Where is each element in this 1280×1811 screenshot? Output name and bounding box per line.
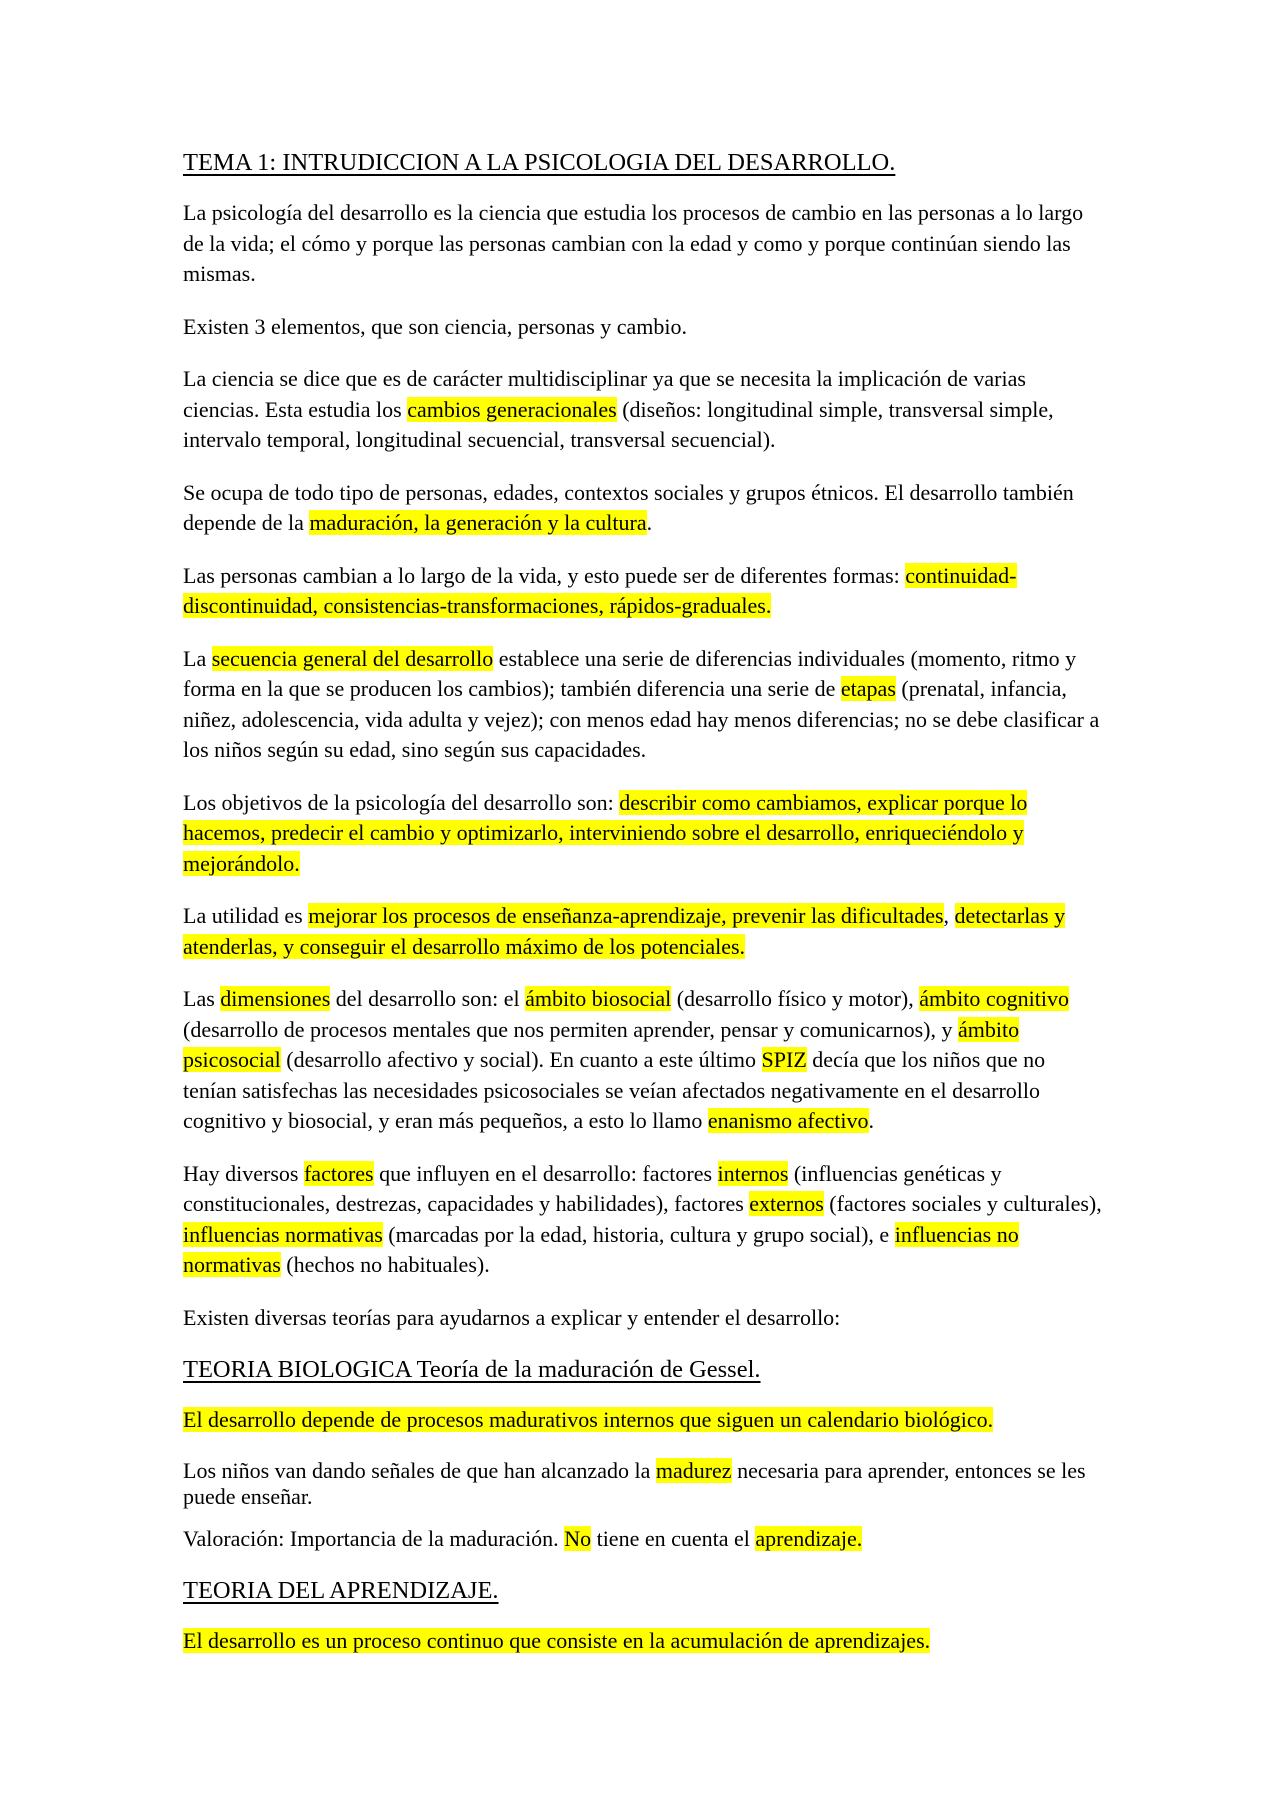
text-segment: tiene en cuenta el xyxy=(591,1525,756,1551)
text-segment: La utilidad es xyxy=(183,903,309,928)
text-segment: La ciencia se dice que es de carácter multidisciplinar ya que se necesita la implicación de varias ciencias. Esta estudia los xyxy=(183,366,1026,422)
highlighted-text: detectarlas y atenderlas, y conseguir el desarrollo máximo de los potenciales. xyxy=(183,903,1066,959)
text-segment: Los objetivos de la psicología del desarrollo son: xyxy=(183,789,620,815)
paragraph-elements: Existen 3 elementos, que son ciencia, personas y cambio. xyxy=(183,313,688,339)
text-segment: Los niños van dando señales de que han alcanzado la xyxy=(183,1457,656,1483)
highlighted-text: secuencia general del desarrollo xyxy=(211,645,494,671)
text-segment: . xyxy=(868,1108,875,1133)
paragraph-objectives xyxy=(183,788,1102,880)
paragraph-dimensions xyxy=(183,984,1102,1137)
paragraph-utility xyxy=(183,901,1102,962)
text-segment: necesaria para aprender, entonces se les puede enseñar. xyxy=(183,1457,1086,1509)
paragraph-valuation xyxy=(183,1524,1102,1555)
highlighted-text: describir como cambiamos, explicar porque lo hacemos, predecir el cambio y optimizarlo, interviniendo sobre el desarrollo, enriqueciéndolo y mejorándolo. xyxy=(183,789,1028,876)
text-segment: decía que los niños que no tenían satisfechas las necesidades psicosociales se veían afectados negativamente en el desarrollo cognitivo y biosocial, y eran más pequeños, a esto lo llamo xyxy=(183,1047,1046,1133)
highlighted-text: internos xyxy=(717,1160,789,1186)
highlighted-text: influencias no normativas xyxy=(183,1221,1019,1277)
highlighted-text: El desarrollo es un proceso continuo que consiste en la acumulación de aprendizajes. xyxy=(183,1628,931,1653)
text-segment: Las xyxy=(183,986,221,1011)
text-segment: (marcadas por la edad, historia, cultura y grupo social), e xyxy=(382,1221,895,1247)
text-segment: Se ocupa de todo tipo de personas, edades, contextos sociales y grupos étnicos. El desarrollo también depende de la xyxy=(183,479,1074,535)
page-title: TEMA 1: INTRUDICCION A LA PSICOLOGIA DEL DESARROLLO. xyxy=(183,149,896,176)
highlighted-text: influencias normativas xyxy=(183,1221,383,1247)
highlighted-text: dimensiones xyxy=(220,986,331,1011)
highlighted-text: No xyxy=(564,1525,592,1551)
highlighted-text: SPIZ xyxy=(761,1047,807,1072)
text-segment: Valoración: Importancia de la maduración. xyxy=(183,1525,565,1551)
text-segment: , xyxy=(943,903,955,928)
highlighted-text: ámbito cognitivo xyxy=(919,986,1069,1011)
text-segment: (desarrollo físico y motor), xyxy=(671,986,920,1011)
paragraph-science xyxy=(183,364,1102,456)
text-segment: (hechos no habituales). xyxy=(280,1252,490,1277)
highlighted-text: mejorar los procesos de enseñanza-aprendizaje, prevenir las dificultades xyxy=(308,903,944,928)
highlighted-text: maduración, la generación y la cultura xyxy=(309,510,647,535)
highlighted-text: aprendizaje. xyxy=(755,1525,863,1551)
highlighted-text: etapas xyxy=(840,676,896,701)
highlighted-text: enanismo afectivo xyxy=(707,1108,869,1133)
highlighted-text: factores xyxy=(303,1160,374,1186)
text-segment: (prenatal, infancia, niñez, adolescencia, vida adulta y vejez); con menos edad hay menos diferencias; no se debe clasificar a los niños según su edad, sino según sus capacidades. xyxy=(183,676,1100,762)
paragraph-factors xyxy=(183,1159,1102,1281)
section-heading-learning: TEORIA DEL APRENDIZAJE. xyxy=(183,1577,499,1604)
section-heading-biological: TEORIA BIOLOGICA Teoría de la maduración de Gessel. xyxy=(183,1356,761,1383)
highlighted-text: ámbito biosocial xyxy=(525,986,672,1011)
highlighted-text: externos xyxy=(749,1191,824,1216)
text-segment: (influencias genéticas y constitucionales, destrezas, capacidades y habilidades), factores xyxy=(183,1160,1002,1216)
paragraph-learning-summary xyxy=(183,1626,1102,1657)
paragraph-biological-summary xyxy=(183,1405,1102,1436)
text-segment: . xyxy=(646,510,653,535)
text-segment: que influyen en el desarrollo: factores xyxy=(373,1160,718,1186)
paragraph-maturity xyxy=(183,1458,1102,1510)
text-segment: establece una serie de diferencias individuales (momento, ritmo y forma en la que se producen los cambios); también diferencia una serie de xyxy=(183,645,1077,701)
paragraph-sequence xyxy=(183,644,1102,766)
paragraph-definition: La psicología del desarrollo es la ciencia que estudia los procesos de cambio en las personas a lo largo de la vida; el cómo y porque las personas cambian con la edad y como y porque continúan siendo las mismas. xyxy=(183,200,1084,286)
text-segment: Hay diversos xyxy=(183,1160,304,1186)
highlighted-text: ámbito psicosocial xyxy=(183,1016,1020,1072)
text-segment: (desarrollo de procesos mentales que nos permiten aprender, pensar y comunicarnos), y xyxy=(183,1016,958,1042)
paragraph-theories-intro: Existen diversas teorías para ayudarnos a explicar y entender el desarrollo: xyxy=(183,1304,841,1330)
highlighted-text: madurez xyxy=(655,1457,732,1483)
text-segment: (factores sociales y culturales), xyxy=(823,1191,1102,1216)
text-segment: (diseños: longitudinal simple, transversal simple, intervalo temporal, longitudinal secuencial, transversal secuencial). xyxy=(183,396,1054,452)
paragraph-people xyxy=(183,478,1102,539)
highlighted-text: continuidad-discontinuidad, consistencias-transformaciones, rápidos-graduales. xyxy=(183,562,1017,618)
text-segment: La xyxy=(183,645,212,671)
text-segment: Las personas cambian a lo largo de la vida, y esto puede ser de diferentes formas: xyxy=(183,562,906,588)
highlighted-text: El desarrollo depende de procesos madurativos internos que siguen un calendario biológico. xyxy=(183,1407,994,1432)
paragraph-change xyxy=(183,561,1102,622)
highlighted-text: cambios generacionales xyxy=(407,396,617,422)
text-segment: del desarrollo son: el xyxy=(330,986,526,1011)
text-segment: (desarrollo afectivo y social). En cuanto a este último xyxy=(280,1047,762,1072)
